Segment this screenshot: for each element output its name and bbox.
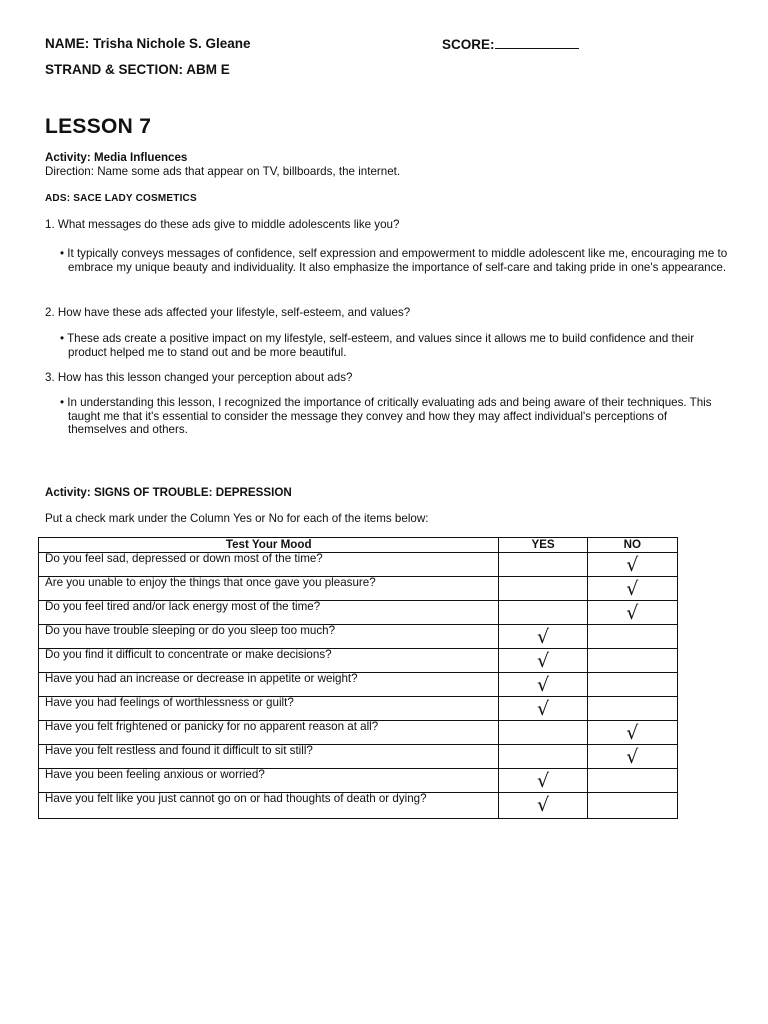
yes-cell[interactable] [499, 721, 587, 745]
no-cell[interactable] [587, 697, 677, 721]
yes-cell[interactable] [499, 697, 587, 721]
check-mark: √ [537, 626, 550, 648]
score-field [442, 36, 579, 52]
table-row [39, 673, 678, 697]
yes-cell[interactable] [499, 577, 587, 601]
no-cell[interactable] [587, 577, 677, 601]
activity2-title: Activity: SIGNS OF TROUBLE: DEPRESSION [45, 486, 292, 499]
no-cell[interactable] [587, 721, 677, 745]
question-cell: Do you have trouble sleeping or do you sleep too much? [39, 625, 499, 649]
table-header-row [39, 538, 678, 553]
table-row [39, 649, 678, 673]
check-mark: √ [626, 602, 639, 624]
no-cell[interactable] [587, 649, 677, 673]
lesson-title: LESSON 7 [45, 115, 152, 138]
strand-section: STRAND & SECTION: ABM E [45, 62, 230, 77]
check-mark: √ [537, 674, 550, 696]
question-cell: Do you find it difficult to concentrate or make decisions? [39, 649, 499, 673]
answer-3: • In understanding this lesson, I recognized the importance of critically evaluating ads and being aware of their techniques. This taught me that it's essential to consider the message they convey and how they may affect individual's perceptions of themselves and others. [60, 396, 712, 436]
yes-cell[interactable] [499, 673, 587, 697]
mood-table [38, 537, 678, 819]
table-row [39, 721, 678, 745]
score-blank-line [495, 36, 579, 49]
table-row [39, 769, 678, 793]
question-cell: Have you felt frightened or panicky for no apparent reason at all? [39, 721, 499, 745]
question-cell: Have you been feeling anxious or worried? [39, 769, 499, 793]
check-mark: √ [626, 578, 639, 600]
no-cell[interactable] [587, 673, 677, 697]
no-cell[interactable] [587, 601, 677, 625]
check-mark: √ [537, 698, 550, 720]
yes-cell[interactable] [499, 793, 587, 819]
check-mark: √ [626, 554, 639, 576]
question-2: 2. How have these ads affected your lifestyle, self-esteem, and values? [45, 306, 411, 319]
question-cell: Have you felt like you just cannot go on or had thoughts of death or dying? [39, 793, 499, 819]
table-row [39, 697, 678, 721]
check-mark: √ [537, 770, 550, 792]
check-mark: √ [626, 746, 639, 768]
no-cell[interactable] [587, 745, 677, 769]
activity1-title: Activity: Media Influences [45, 151, 188, 164]
yes-cell[interactable] [499, 745, 587, 769]
table-row [39, 577, 678, 601]
table-row [39, 625, 678, 649]
yes-cell[interactable] [499, 769, 587, 793]
question-1: 1. What messages do these ads give to middle adolescents like you? [45, 218, 400, 231]
score-label: SCORE: [442, 37, 495, 52]
col-no-header: NO [587, 538, 677, 553]
question-cell: Have you felt restless and found it difficult to sit still? [39, 745, 499, 769]
no-cell[interactable] [587, 625, 677, 649]
no-cell[interactable] [587, 553, 677, 577]
table-row [39, 745, 678, 769]
check-mark: √ [537, 794, 550, 816]
yes-cell[interactable] [499, 601, 587, 625]
question-cell: Are you unable to enjoy the things that once gave you pleasure? [39, 577, 499, 601]
activity1-direction: Direction: Name some ads that appear on TV, billboards, the internet. [45, 165, 401, 178]
question-cell: Do you feel tired and/or lack energy most of the time? [39, 601, 499, 625]
check-mark: √ [626, 722, 639, 744]
answer-1: • It typically conveys messages of confidence, self expression and empowerment to middle adolescent like me, encouraging me to embrace my unique beauty and individuality. It also emphasize the importance of self-care and taking pride in one's appearance. [60, 247, 728, 274]
activity2-instruction: Put a check mark under the Column Yes or No for each of the items below: [45, 512, 429, 525]
question-cell: Do you feel sad, depressed or down most of the time? [39, 553, 499, 577]
question-cell: Have you had feelings of worthlessness or guilt? [39, 697, 499, 721]
table-row [39, 553, 678, 577]
question-3: 3. How has this lesson changed your perception about ads? [45, 371, 353, 384]
col-test-header: Test Your Mood [39, 538, 499, 553]
col-yes-header: YES [499, 538, 587, 553]
yes-cell[interactable] [499, 553, 587, 577]
question-cell: Have you had an increase or decrease in appetite or weight? [39, 673, 499, 697]
no-cell[interactable] [587, 769, 677, 793]
table-row [39, 601, 678, 625]
table-row [39, 793, 678, 819]
check-mark: √ [537, 650, 550, 672]
yes-cell[interactable] [499, 649, 587, 673]
ads-label: ADS: SACE LADY COSMETICS [45, 193, 197, 204]
student-name: NAME: Trisha Nichole S. Gleane [45, 36, 251, 51]
answer-2: • These ads create a positive impact on my lifestyle, self-esteem, and values since it allows me to build confidence and their product helped me to stand out and be more beautiful. [60, 332, 695, 359]
no-cell[interactable] [587, 793, 677, 819]
yes-cell[interactable] [499, 625, 587, 649]
